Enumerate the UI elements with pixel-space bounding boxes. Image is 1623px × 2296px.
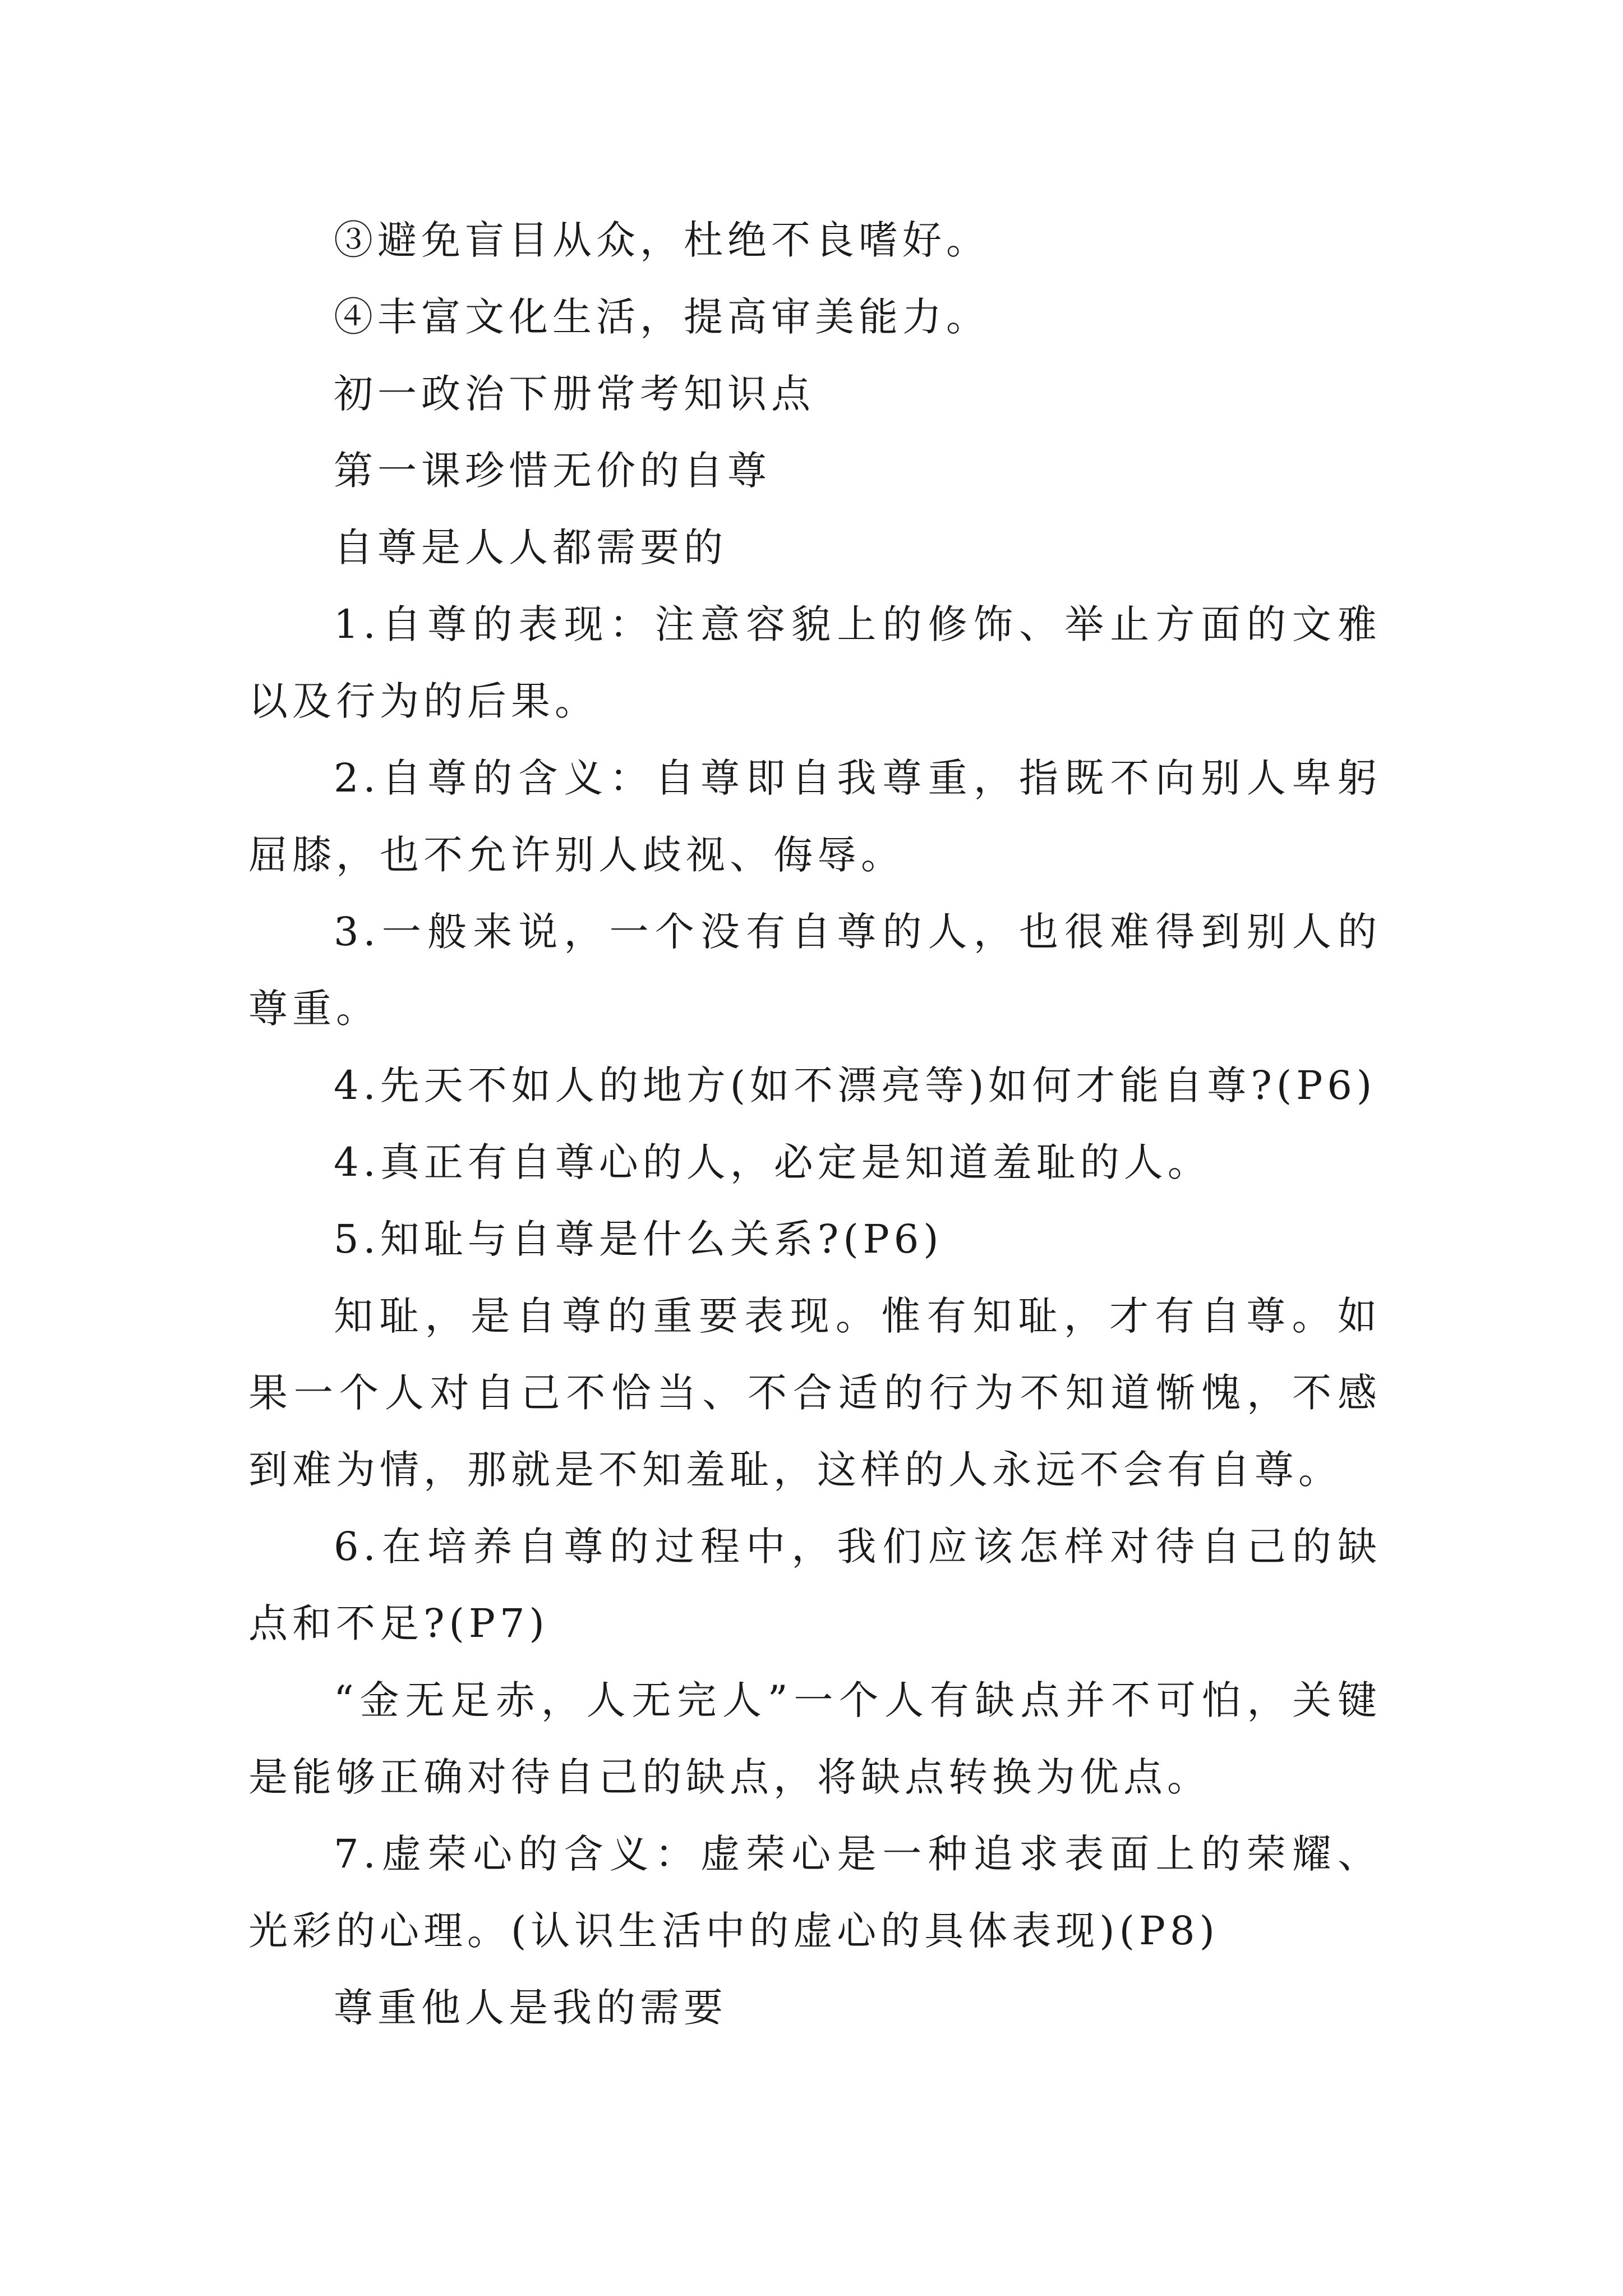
point-7: 7.虚荣心的含义：虚荣心是一种追求表面上的荣耀、光彩的心理。(认识生活中的虚心的具体表现)(P8): [248, 1831, 1381, 1954]
point-6-question: 6.在培养自尊的过程中，我们应该怎样对待自己的缺点和不足?(P7): [248, 1524, 1381, 1646]
point-6-answer: “金无足赤，人无完人”一个人有缺点并不可怕，关键是能够正确对待自己的缺点，将缺点转换为优点。: [248, 1677, 1381, 1800]
point-1: 1.自尊的表现：注意容貌上的修饰、举止方面的文雅以及行为的后果。: [248, 601, 1381, 724]
section-heading: 初一政治下册常考知识点: [334, 371, 815, 417]
point-3: 3.一般来说，一个没有自尊的人，也很难得到别人的尊重。: [248, 909, 1381, 1032]
point-5-question: 5.知耻与自尊是什么关系?(P6): [334, 1216, 943, 1262]
point-2: 2.自尊的含义：自尊即自我尊重，指既不向别人卑躬屈膝，也不允许别人歧视、侮辱。: [248, 755, 1381, 878]
point-5-answer: 知耻，是自尊的重要表现。惟有知耻，才有自尊。如果一个人对自己不恰当、不合适的行为不知道惭愧，不感到难为情，那就是不知羞耻，这样的人永远不会有自尊。: [248, 1293, 1381, 1493]
subsection-title: 自尊是人人都需要的: [334, 524, 727, 570]
paragraph-enrich-culture: ④丰富文化生活，提高审美能力。: [334, 294, 990, 340]
subsection-title-respect-others: 尊重他人是我的需要: [334, 1985, 727, 2031]
point-4-question: 4.先天不如人的地方(如不漂亮等)如何才能自尊?(P6): [334, 1062, 1377, 1108]
document-body: [248, 202, 1381, 2046]
lesson-title: 第一课珍惜无价的自尊: [334, 448, 771, 494]
paragraph-avoid-conformity: ③避免盲目从众，杜绝不良嗜好。: [334, 217, 990, 263]
point-4-statement: 4.真正有自尊心的人，必定是知道羞耻的人。: [334, 1139, 1211, 1185]
